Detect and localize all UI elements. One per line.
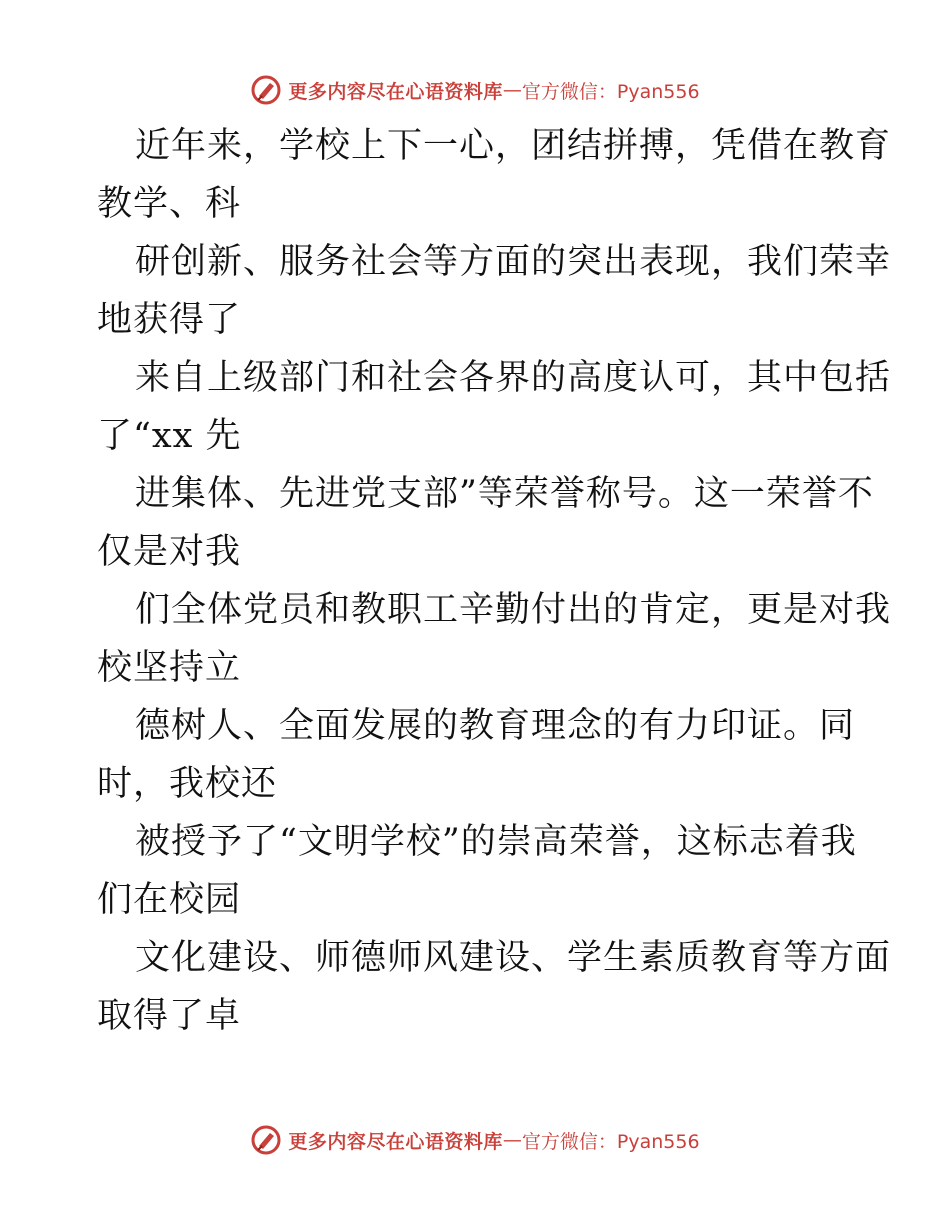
header-wechat: 官方微信：Pyan556: [521, 80, 700, 103]
header-separator: —: [502, 79, 522, 101]
body-line: 时，我校还: [97, 764, 278, 804]
page-header: [0, 72, 950, 108]
body-line: 们全体党员和教职工辛勤付出的肯定，更是对我: [135, 590, 892, 630]
header-brand: [250, 74, 699, 106]
body-line: 教学、科: [97, 184, 242, 224]
body-line: 研创新、服务社会等方面的突出表现，我们荣幸: [135, 242, 892, 282]
body-line: 地获得了: [97, 300, 242, 340]
brand-logo-icon: [250, 74, 282, 106]
body-line: 校坚持立: [97, 648, 242, 688]
document-body: [97, 117, 892, 1045]
body-line: 取得了卓: [97, 996, 242, 1036]
body-line: 德树人、全面发展的教育理念的有力印证。同: [135, 706, 856, 746]
footer-brand: [250, 1124, 699, 1156]
body-line: 进集体、先进党支部”等荣誉称号。这一荣誉不: [135, 474, 874, 514]
page-footer: [0, 1122, 950, 1158]
body-line: 来自上级部门和社会各界的高度认可，其中包括: [135, 358, 892, 398]
body-line: 近年来，学校上下一心，团结拼搏，凭借在教育: [135, 126, 892, 166]
footer-wechat: 官方微信：Pyan556: [521, 1130, 700, 1153]
footer-separator: —: [502, 1129, 522, 1151]
footer-brand-text: 更多内容尽在心语资料库: [288, 1130, 503, 1153]
brand-logo-icon: [250, 1124, 282, 1156]
body-line: 被授予了“文明学校”的崇高荣誉，这标志着我: [135, 822, 857, 862]
header-brand-text: 更多内容尽在心语资料库: [288, 80, 503, 103]
body-line: 仅是对我: [97, 532, 242, 572]
body-line: 文化建设、师德师风建设、学生素质教育等方面: [135, 938, 892, 978]
body-line: 了“xx 先: [97, 416, 242, 456]
body-line: 们在校园: [97, 880, 242, 920]
